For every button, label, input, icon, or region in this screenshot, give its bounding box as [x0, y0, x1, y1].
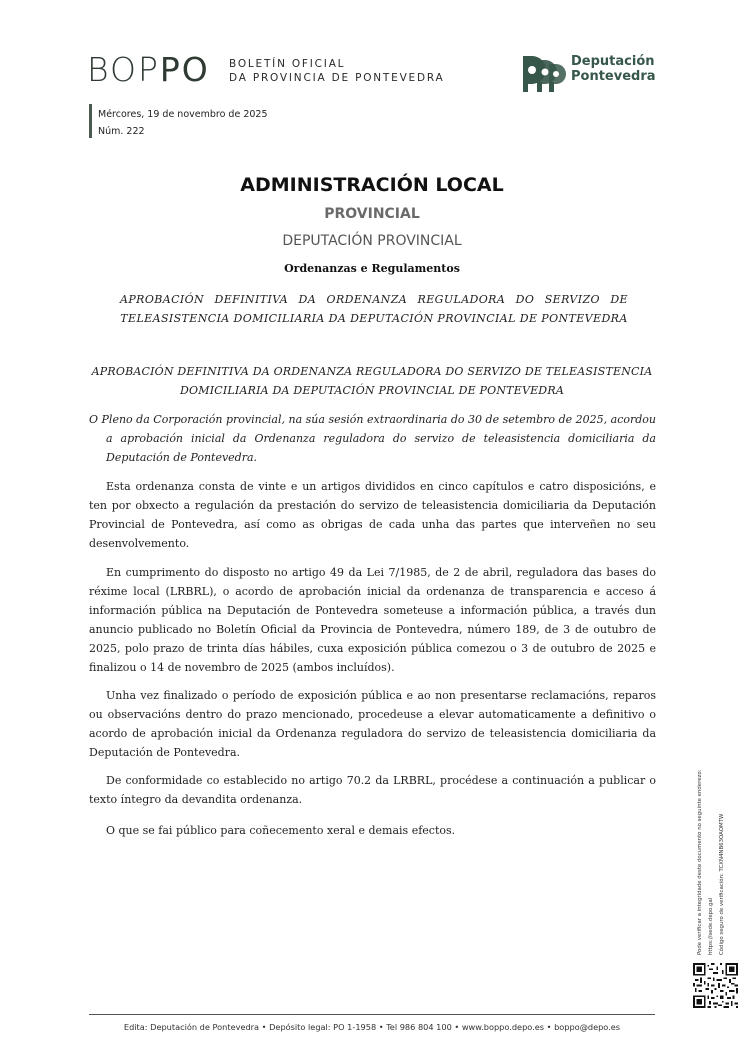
qr-code-icon: [693, 963, 738, 1008]
verification-code: Código seguro de verificación: TCXN4NB63OAOMTW: [719, 813, 725, 955]
boppo-logo: [87, 52, 212, 88]
body-paragraph-3: Unha vez finalizado o período de exposición pública e ao non presentarse reclamacións, reparos ou observacións dentro do prazo mencionado, procedeuse a elevar automaticamente a definitivo o acordo de aprobación inicial da Ordenanza reguladora do servizo de teleasistencia domiciliaria da Deputación de Pontevedra.: [89, 689, 656, 759]
body-paragraph-2: En cumprimento do disposto no artigo 49 da Lei 7/1985, de 2 de abril, reguladora das bases do réxime local (LRBRL), o acordo de aprobación inicial da ordenanza de transparencia e acceso á información pública na Deputación de Pontevedra someteuse a información pública, a través dun anuncio publicado no Boletín Oficial da Provincia de Pontevedra, número 189, de 3 de outubro de 2025, polo prazo de trinta días hábiles, cuxa exposición pública comezou o 3 de outubro de 2025 e finalizou o 14 de novembro de 2025 (ambos incluídos).: [89, 566, 656, 674]
body-heading: DEPUTACIÓN PROVINCIAL: [282, 233, 462, 249]
footer-divider: [89, 1014, 655, 1015]
footer-text: Edita: Deputación de Pontevedra • Depósito legal: PO 1-1958 • Tel 986 804 100 • www.boppo.depo.es • boppo@depo.es: [123, 1022, 621, 1032]
body-paragraph-4: De conformidade co establecido no artigo 70.2 da LRBRL, procédese a continuación a publicar o texto íntegro da devandita ordenanza.: [89, 774, 656, 806]
logo-text-bop: BOP: [87, 50, 160, 89]
document-title-repeat: APROBACIÓN DEFINITIVA DA ORDENANZA REGULADORA DO SERVIZO DE TELEASISTENCIA DOMICILIARIA DA DEPUTACIÓN PROVINCIAL DE PONTEVEDRA: [91, 365, 653, 397]
issue-number: Núm. 222: [98, 126, 145, 137]
body-paragraph-1: Esta ordenanza consta de vinte e un artigos divididos en cinco capítulos e catro disposicións, e ten por obxecto a regulación da prestación do servizo de teleasistencia domiciliaria da Deputación Provincial de Pontevedra, así como as obrigas de cada unha das partes que interveñen no seu desenvolvemento.: [89, 480, 656, 550]
date-accent-bar: [89, 104, 92, 138]
deputacion-name: [571, 54, 656, 84]
section-heading: ADMINISTRACIÓN LOCAL: [240, 174, 504, 196]
subsection-heading: PROVINCIAL: [324, 206, 420, 222]
issue-info: [98, 106, 268, 140]
intro-paragraph: O Pleno da Corporación provincial, na súa sesión extraordinaria do 30 de setembro de 2025, acordou a aprobación inicial da Ordenanza reguladora do servizo de teleasistencia domiciliaria da Deputación de Pontevedra.: [89, 413, 656, 464]
bulletin-title-line1: BOLETÍN OFICIAL: [229, 58, 346, 70]
category-heading: Ordenanzas e Regulamentos: [284, 262, 460, 275]
logo-text-po: PO: [159, 50, 210, 89]
bulletin-title-line2: DA PROVINCIA DE PONTEVEDRA: [229, 72, 445, 84]
document-title: APROBACIÓN DEFINITIVA DA ORDENANZA REGULADORA DO SERVIZO DE TELEASISTENCIA DOMICILIARIA DA DEPUTACIÓN PROVINCIAL DE PONTEVEDRA: [120, 293, 628, 325]
body-paragraph-5: O que se fai público para coñecemento xeral e demais efectos.: [106, 824, 456, 837]
verification-line-1: Pode verificar a integridade deste documento no seguinte enderezo:: [697, 769, 703, 955]
verification-note: [695, 730, 744, 955]
deputacion-emblem-icon: [521, 52, 569, 94]
deputacion-name-line2: Pontevedra: [571, 69, 656, 84]
bulletin-title: [229, 57, 445, 85]
issue-date: Mércores, 19 de novembro de 2025: [98, 109, 268, 120]
verification-url[interactable]: https://sede.depo.gal: [708, 897, 714, 955]
deputacion-name-line1: Deputación: [571, 54, 655, 69]
